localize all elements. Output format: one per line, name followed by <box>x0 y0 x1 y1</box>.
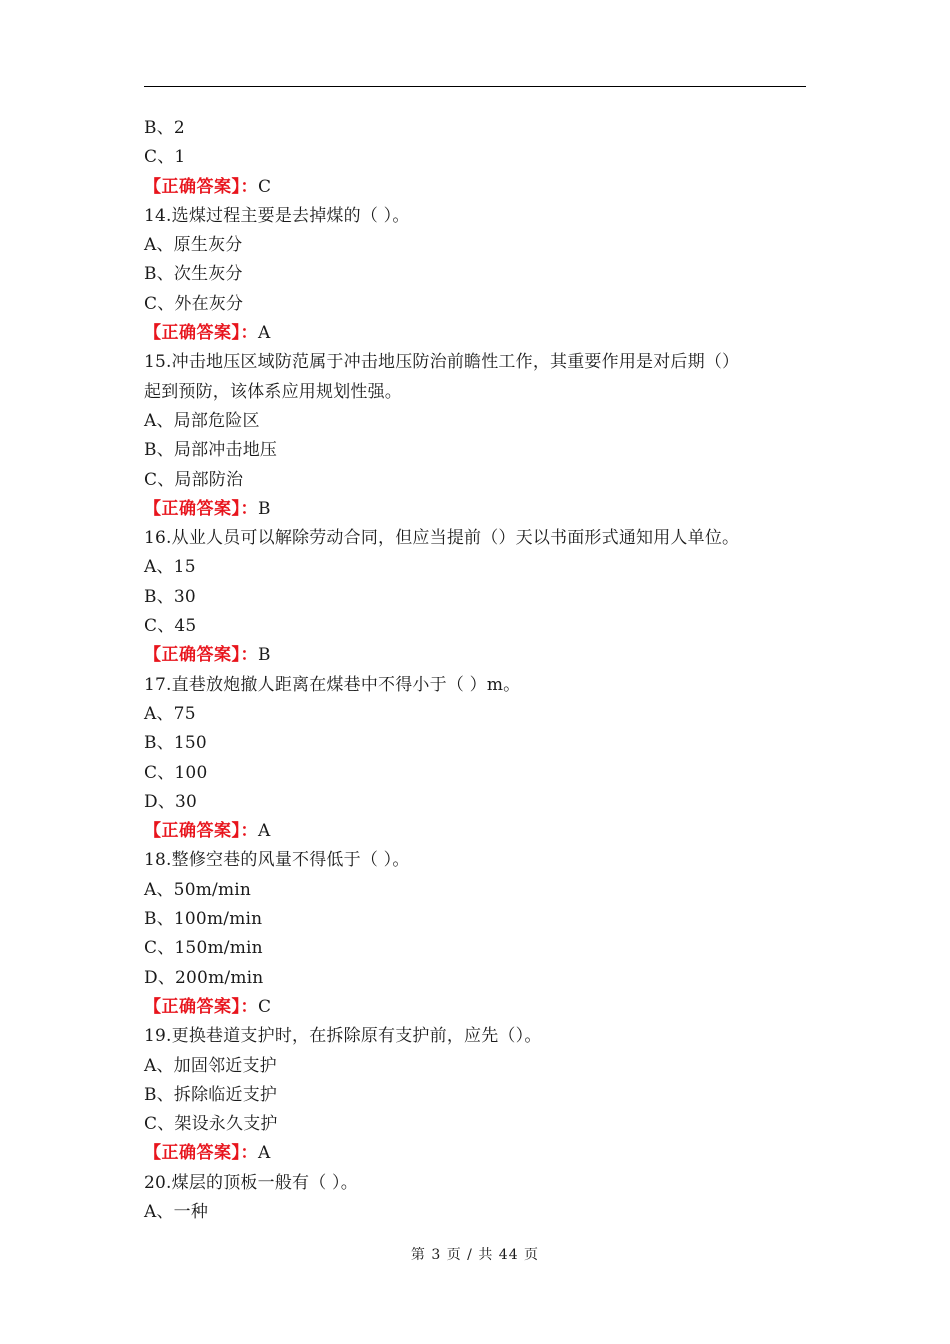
option-line: A、局部危险区 <box>144 410 260 431</box>
answer-line <box>144 173 808 202</box>
option-line: A、加固邻近支护 <box>144 1055 277 1076</box>
answer-label: 【正确答案】： <box>144 645 258 666</box>
answer-line <box>144 495 808 524</box>
answer-value: B <box>258 645 271 666</box>
option-line: C、45 <box>144 616 197 637</box>
answer-line <box>144 817 808 846</box>
option-line: A、75 <box>144 703 196 724</box>
option-line: B、100m/min <box>144 909 263 930</box>
answer-value: A <box>258 323 271 344</box>
option-line: C、150m/min <box>144 938 263 959</box>
option-line: C、1 <box>144 147 186 168</box>
answer-line <box>144 319 808 348</box>
answer-label: 【正确答案】： <box>144 323 258 344</box>
option-line: C、外在灰分 <box>144 293 244 314</box>
header-rule <box>144 86 806 87</box>
question-line: 17.直巷放炮撤人距离在煤巷中不得小于（ ）m。 <box>144 674 521 695</box>
answer-line <box>144 641 808 670</box>
answer-value: B <box>258 498 271 519</box>
answer-line <box>144 993 808 1022</box>
option-line: B、150 <box>144 733 207 754</box>
answer-value: A <box>258 821 271 842</box>
answer-value: C <box>258 176 272 197</box>
answer-label: 【正确答案】： <box>144 1143 258 1164</box>
answer-label: 【正确答案】： <box>144 176 258 197</box>
answer-value: C <box>258 996 272 1017</box>
option-line: B、拆除临近支护 <box>144 1084 278 1105</box>
question-line: 19.更换巷道支护时，在拆除原有支护前，应先（）。 <box>144 1026 542 1047</box>
option-line: C、100 <box>144 762 208 783</box>
option-line: C、架设永久支护 <box>144 1114 278 1135</box>
option-line: B、局部冲击地压 <box>144 440 278 461</box>
document-body <box>144 114 808 1227</box>
question-line: 15.冲击地压区域防范属于冲击地压防治前瞻性工作，其重要作用是对后期（） <box>144 352 740 373</box>
option-line: C、局部防治 <box>144 469 244 490</box>
answer-label: 【正确答案】： <box>144 996 258 1017</box>
answer-value: A <box>258 1143 271 1164</box>
option-line: B、2 <box>144 118 185 138</box>
question-line: 16.从业人员可以解除劳动合同，但应当提前（）天以书面形式通知用人单位。 <box>144 528 740 549</box>
option-line: A、原生灰分 <box>144 235 243 256</box>
option-line: D、30 <box>144 791 198 812</box>
option-line: D、200m/min <box>144 967 264 988</box>
option-line: B、30 <box>144 586 196 607</box>
answer-label: 【正确答案】： <box>144 821 258 842</box>
option-line: A、一种 <box>144 1201 209 1222</box>
page-footer: 第 3 页 / 共 44 页 <box>410 1247 540 1263</box>
question-line: 20.煤层的顶板一般有（ ）。 <box>144 1172 358 1193</box>
question-line: 18.整修空巷的风量不得低于（ ）。 <box>144 850 410 871</box>
option-line: B、次生灰分 <box>144 264 243 285</box>
answer-line <box>144 1139 808 1168</box>
option-line: A、50m/min <box>144 879 252 900</box>
question-line-continued: 起到预防，该体系应用规划性强。 <box>144 381 402 402</box>
option-line: A、15 <box>144 557 196 578</box>
question-line: 14.选煤过程主要是去掉煤的（ ）。 <box>144 205 410 226</box>
answer-label: 【正确答案】： <box>144 498 258 519</box>
